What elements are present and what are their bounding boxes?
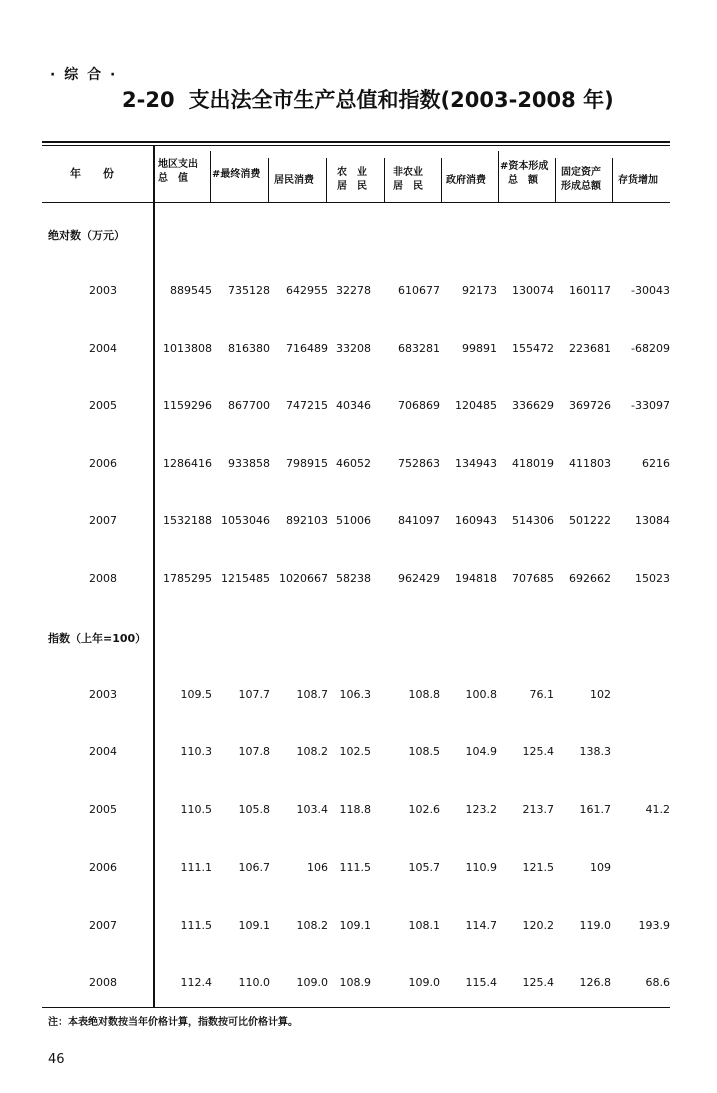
header-year: 年 份 bbox=[70, 167, 114, 180]
header-gdp-line1: 地区支出 bbox=[158, 159, 198, 170]
header-fixed-capital bbox=[561, 166, 601, 194]
table-cell: 108.1 bbox=[408, 919, 440, 932]
table-cell: 1532188 bbox=[163, 514, 212, 527]
table-cell: 841097 bbox=[398, 514, 440, 527]
header-capital-formation bbox=[500, 160, 548, 188]
header-resident-consumption: 居民消费 bbox=[274, 175, 314, 186]
group-label-absolute: 绝对数（万元） bbox=[48, 229, 125, 242]
header-rural-line2: 居 民 bbox=[337, 181, 367, 192]
header-separator bbox=[555, 158, 556, 202]
table-cell: 107.7 bbox=[238, 688, 270, 701]
header-capital-line1: #资本形成 bbox=[500, 161, 549, 172]
table-cell: 411803 bbox=[569, 457, 611, 470]
header-gdp-line2: 总 值 bbox=[158, 173, 188, 184]
table-cell: 120485 bbox=[455, 399, 497, 412]
year-cell: 2005 bbox=[89, 803, 117, 816]
table-cell: 106.3 bbox=[339, 688, 371, 701]
table-cell: 816380 bbox=[228, 342, 270, 355]
table-cell: 92173 bbox=[462, 284, 497, 297]
table-cell: 102.5 bbox=[339, 745, 371, 758]
table-cell: -68209 bbox=[631, 342, 670, 355]
table-cell: 100.8 bbox=[465, 688, 497, 701]
year-cell: 2003 bbox=[89, 284, 117, 297]
table-cell: -30043 bbox=[631, 284, 670, 297]
table-cell: 707685 bbox=[512, 572, 554, 585]
page-title bbox=[122, 84, 614, 114]
table-cell: 138.3 bbox=[579, 745, 611, 758]
table-cell: 6216 bbox=[642, 457, 670, 470]
table-cell: 1053046 bbox=[221, 514, 270, 527]
table-cell: 40346 bbox=[336, 399, 371, 412]
table-cell: 1020667 bbox=[279, 572, 328, 585]
table-cell: 160117 bbox=[569, 284, 611, 297]
year-cell: 2005 bbox=[89, 399, 117, 412]
table-cell: 692662 bbox=[569, 572, 611, 585]
table-cell: 109 bbox=[590, 861, 611, 874]
table-cell: 110.0 bbox=[238, 976, 270, 989]
table-cell: 105.7 bbox=[408, 861, 440, 874]
table-cell: 109.5 bbox=[180, 688, 212, 701]
year-cell: 2004 bbox=[89, 745, 117, 758]
table-cell: 1785295 bbox=[163, 572, 212, 585]
table-cell: 108.2 bbox=[296, 919, 328, 932]
year-cell: 2008 bbox=[89, 976, 117, 989]
table-cell: 194818 bbox=[455, 572, 497, 585]
table-header-rule bbox=[42, 202, 670, 203]
table-cell: -33097 bbox=[631, 399, 670, 412]
table-cell: 108.9 bbox=[339, 976, 371, 989]
table-cell: 102 bbox=[590, 688, 611, 701]
table-cell: 867700 bbox=[228, 399, 270, 412]
header-separator bbox=[326, 158, 327, 202]
table-cell: 46052 bbox=[336, 457, 371, 470]
group-label-index: 指数（上年=100） bbox=[48, 632, 147, 645]
table-cell: 108.7 bbox=[296, 688, 328, 701]
table-cell: 106.7 bbox=[238, 861, 270, 874]
header-rural-line1: 农 业 bbox=[337, 167, 367, 178]
header-separator bbox=[384, 158, 385, 202]
table-cell: 121.5 bbox=[522, 861, 554, 874]
table-cell: 118.8 bbox=[339, 803, 371, 816]
table-cell: 735128 bbox=[228, 284, 270, 297]
table-cell: 1286416 bbox=[163, 457, 212, 470]
table-cell: 706869 bbox=[398, 399, 440, 412]
section-tag: · 综 合 · bbox=[50, 67, 118, 83]
year-cell: 2007 bbox=[89, 919, 117, 932]
table-cell: 32278 bbox=[336, 284, 371, 297]
year-cell: 2006 bbox=[89, 457, 117, 470]
table-cell: 213.7 bbox=[522, 803, 554, 816]
header-separator bbox=[210, 151, 211, 202]
table-top-rule-thin bbox=[42, 145, 670, 146]
table-cell: 1215485 bbox=[221, 572, 270, 585]
header-inventory: 存货增加 bbox=[618, 175, 658, 186]
title-number: 2-20 bbox=[122, 88, 175, 112]
table-cell: 111.1 bbox=[180, 861, 212, 874]
table-cell: 747215 bbox=[286, 399, 328, 412]
table-cell: 115.4 bbox=[465, 976, 497, 989]
table-cell: 103.4 bbox=[296, 803, 328, 816]
year-cell: 2008 bbox=[89, 572, 117, 585]
table-cell: 114.7 bbox=[465, 919, 497, 932]
table-cell: 108.8 bbox=[408, 688, 440, 701]
table-footnote: 注：本表绝对数按当年价格计算，指数按可比价格计算。 bbox=[48, 1017, 298, 1028]
table-cell: 120.2 bbox=[522, 919, 554, 932]
table-cell: 33208 bbox=[336, 342, 371, 355]
table-cell: 13084 bbox=[635, 514, 670, 527]
year-cell: 2004 bbox=[89, 342, 117, 355]
year-cell: 2007 bbox=[89, 514, 117, 527]
table-cell: 110.3 bbox=[180, 745, 212, 758]
table-cell: 119.0 bbox=[579, 919, 611, 932]
year-cell: 2006 bbox=[89, 861, 117, 874]
table-cell: 112.4 bbox=[180, 976, 212, 989]
table-cell: 41.2 bbox=[645, 803, 670, 816]
header-fixed-line2: 形成总额 bbox=[561, 181, 601, 192]
table-cell: 108.2 bbox=[296, 745, 328, 758]
table-cell: 501222 bbox=[569, 514, 611, 527]
table-cell: 889545 bbox=[170, 284, 212, 297]
header-urban-line1: 非农业 bbox=[393, 167, 423, 178]
table-cell: 68.6 bbox=[645, 976, 670, 989]
header-urban-line2: 居 民 bbox=[393, 181, 423, 192]
table-cell: 109.1 bbox=[339, 919, 371, 932]
table-cell: 193.9 bbox=[638, 919, 670, 932]
table-cell: 160943 bbox=[455, 514, 497, 527]
table-cell: 109.0 bbox=[296, 976, 328, 989]
table-cell: 110.5 bbox=[180, 803, 212, 816]
header-separator bbox=[268, 158, 269, 202]
table-cell: 336629 bbox=[512, 399, 554, 412]
table-cell: 108.5 bbox=[408, 745, 440, 758]
table-cell: 610677 bbox=[398, 284, 440, 297]
table-cell: 933858 bbox=[228, 457, 270, 470]
header-government-consumption: 政府消费 bbox=[446, 175, 486, 186]
table-cell: 514306 bbox=[512, 514, 554, 527]
table-cell: 111.5 bbox=[339, 861, 371, 874]
header-separator bbox=[441, 158, 442, 202]
table-cell: 130074 bbox=[512, 284, 554, 297]
table-cell: 798915 bbox=[286, 457, 328, 470]
table-cell: 106 bbox=[307, 861, 328, 874]
header-gdp bbox=[158, 158, 198, 186]
table-cell: 107.8 bbox=[238, 745, 270, 758]
header-urban-resident bbox=[393, 166, 423, 194]
table-cell: 15023 bbox=[635, 572, 670, 585]
table-cell: 161.7 bbox=[579, 803, 611, 816]
table-cell: 223681 bbox=[569, 342, 611, 355]
page-number: 46 bbox=[48, 1052, 65, 1067]
header-separator bbox=[612, 158, 613, 202]
table-top-rule bbox=[42, 141, 670, 143]
table-cell: 104.9 bbox=[465, 745, 497, 758]
table-cell: 99891 bbox=[462, 342, 497, 355]
table-cell: 1013808 bbox=[163, 342, 212, 355]
table-cell: 418019 bbox=[512, 457, 554, 470]
header-final-consumption: #最终消费 bbox=[212, 169, 261, 180]
table-cell: 51006 bbox=[336, 514, 371, 527]
table-cell: 369726 bbox=[569, 399, 611, 412]
table-cell: 752863 bbox=[398, 457, 440, 470]
table-cell: 892103 bbox=[286, 514, 328, 527]
table-cell: 125.4 bbox=[522, 976, 554, 989]
table-cell: 76.1 bbox=[529, 688, 554, 701]
table-cell: 110.9 bbox=[465, 861, 497, 874]
header-rural-resident bbox=[337, 166, 367, 194]
table-cell: 102.6 bbox=[408, 803, 440, 816]
header-separator bbox=[498, 151, 499, 202]
table-cell: 126.8 bbox=[579, 976, 611, 989]
table-cell: 125.4 bbox=[522, 745, 554, 758]
year-cell: 2003 bbox=[89, 688, 117, 701]
table-stub-divider bbox=[153, 145, 155, 1008]
header-fixed-line1: 固定资产 bbox=[561, 167, 601, 178]
table-cell: 155472 bbox=[512, 342, 554, 355]
table-cell: 109.1 bbox=[238, 919, 270, 932]
table-cell: 105.8 bbox=[238, 803, 270, 816]
header-capital-line2: 总 额 bbox=[508, 175, 538, 186]
table-cell: 111.5 bbox=[180, 919, 212, 932]
table-cell: 134943 bbox=[455, 457, 497, 470]
table-cell: 1159296 bbox=[163, 399, 212, 412]
table-bottom-rule bbox=[42, 1007, 670, 1008]
table-cell: 716489 bbox=[286, 342, 328, 355]
table-cell: 123.2 bbox=[465, 803, 497, 816]
table-cell: 58238 bbox=[336, 572, 371, 585]
table-cell: 642955 bbox=[286, 284, 328, 297]
table-cell: 962429 bbox=[398, 572, 440, 585]
title-text: 支出法全市生产总值和指数(2003-2008 年) bbox=[188, 88, 614, 112]
table-cell: 109.0 bbox=[408, 976, 440, 989]
table-cell: 683281 bbox=[398, 342, 440, 355]
